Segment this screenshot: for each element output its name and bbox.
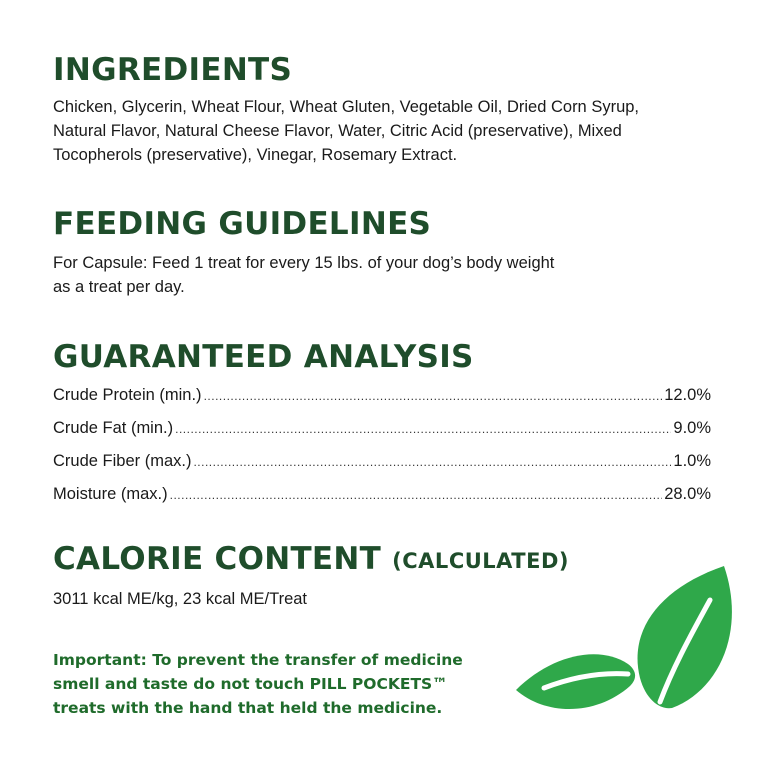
ingredients-line: Tocopherols (preservative), Vinegar, Rosemary Extract. <box>53 146 458 164</box>
ingredients-line: Chicken, Glycerin, Wheat Flour, Wheat Gluten, Vegetable Oil, Dried Corn Syrup, <box>53 98 640 116</box>
calorie-content-heading <box>53 541 569 579</box>
guaranteed-analysis-heading: GUARANTEED ANALYSIS <box>53 339 474 375</box>
calorie-heading-sub: (CALCULATED) <box>392 549 569 573</box>
feeding-guidelines-heading: FEEDING GUIDELINES <box>53 206 432 242</box>
dot-leader <box>193 455 671 469</box>
ingredients-line: Natural Flavor, Natural Cheese Flavor, Water, Citric Acid (preservative), Mixed <box>53 122 622 140</box>
dot-leader <box>170 488 663 502</box>
analysis-value: 1.0% <box>673 452 711 470</box>
calorie-line: 3011 kcal ME/kg, 23 kcal ME/Treat <box>53 590 308 608</box>
important-line: Important: To prevent the transfer of medicine <box>53 651 463 669</box>
important-line <box>53 672 463 696</box>
analysis-value: 12.0% <box>664 386 711 404</box>
analysis-row <box>53 386 711 419</box>
feeding-line: For Capsule: Feed 1 treat for every 15 lbs. of your dog’s body weight <box>53 254 555 272</box>
analysis-label: Moisture (max.) <box>53 485 168 503</box>
analysis-value: 28.0% <box>664 485 711 503</box>
leaves-icon <box>510 560 750 720</box>
analysis-row <box>53 452 711 485</box>
analysis-label: Crude Protein (min.) <box>53 386 202 404</box>
analysis-row <box>53 485 711 518</box>
analysis-label: Crude Fat (min.) <box>53 419 174 437</box>
calorie-heading-main: CALORIE CONTENT <box>53 541 382 577</box>
analysis-table <box>53 386 711 518</box>
dot-leader <box>204 389 663 403</box>
calorie-content-text <box>53 587 307 611</box>
large-leaf <box>638 566 732 708</box>
analysis-row <box>53 419 711 452</box>
feeding-guidelines-text <box>53 251 554 299</box>
dot-leader <box>175 422 671 436</box>
important-line-text: smell and taste do not touch <box>53 675 310 693</box>
important-notice <box>53 648 463 720</box>
small-leaf <box>516 654 635 709</box>
analysis-label: Crude Fiber (max.) <box>53 452 192 470</box>
important-line: treats with the hand that held the medicine. <box>53 699 443 717</box>
analysis-value: 9.0% <box>673 419 711 437</box>
feeding-line: as a treat per day. <box>53 278 185 296</box>
ingredients-heading: INGREDIENTS <box>53 52 293 88</box>
ingredients-list <box>53 95 639 167</box>
brand-name: PILL POCKETS™ <box>309 675 448 693</box>
